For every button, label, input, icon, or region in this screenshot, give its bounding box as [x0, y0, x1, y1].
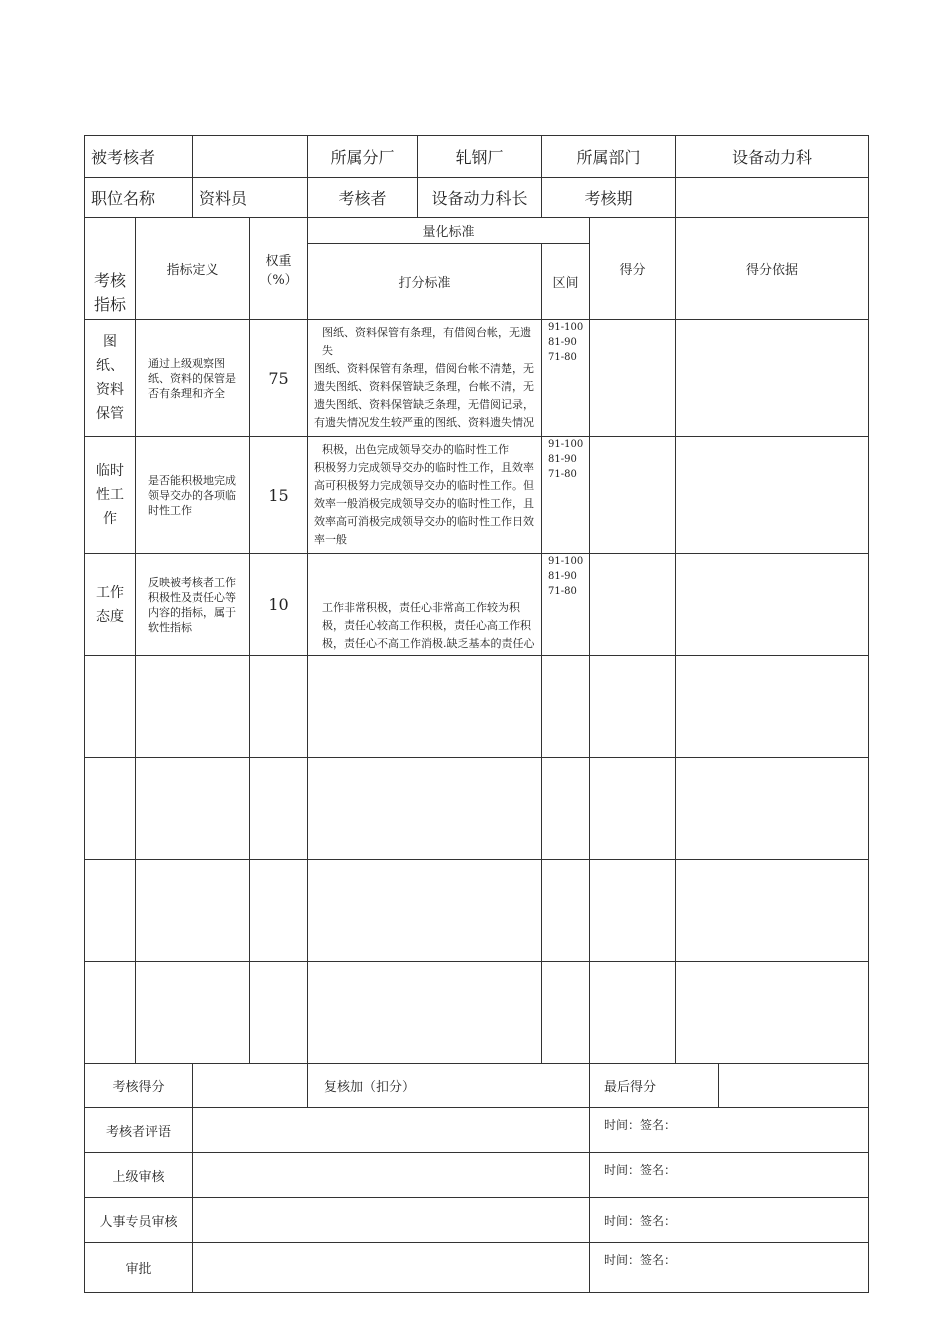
- label-final-score: 最后得分: [590, 1064, 719, 1108]
- value-appraiser-comment[interactable]: [193, 1108, 590, 1153]
- empty-cell[interactable]: [676, 962, 869, 1064]
- label-approval: 审批: [85, 1243, 193, 1293]
- empty-cell[interactable]: [136, 962, 250, 1064]
- appraisal-form: [84, 135, 868, 1293]
- col-scoring-standard: 打分标准: [308, 244, 542, 320]
- label-position: 职位名称: [85, 178, 193, 218]
- hr-review-row: [85, 1198, 869, 1243]
- label-appraisal-score: 考核得分: [85, 1064, 193, 1108]
- col-quant-standard: 量化标准: [308, 218, 590, 244]
- empty-cell[interactable]: [590, 758, 676, 860]
- empty-cell[interactable]: [542, 758, 590, 860]
- signature-line: 时间：签名：: [590, 1108, 869, 1153]
- label-appraisee: 被考核者: [85, 136, 193, 178]
- col-weight: 权重 （%）: [250, 218, 308, 320]
- superior-review-row: [85, 1153, 869, 1198]
- indicator-name: 临时 性工 作: [85, 437, 136, 554]
- empty-cell[interactable]: [85, 860, 136, 962]
- label-appraiser: 考核者: [308, 178, 418, 218]
- header-row-2: [85, 178, 869, 218]
- empty-cell[interactable]: [590, 656, 676, 758]
- approval-row: [85, 1243, 869, 1293]
- value-position[interactable]: 资料员: [193, 178, 308, 218]
- indicator-definition: 通过上级观察图纸、资料的保管是否有条理和齐全: [136, 320, 250, 437]
- value-appraisal-score[interactable]: [193, 1064, 308, 1108]
- label-hr-review: 人事专员审核: [85, 1198, 193, 1243]
- empty-cell[interactable]: [308, 860, 542, 962]
- empty-row: [85, 758, 869, 860]
- empty-cell[interactable]: [308, 962, 542, 1064]
- empty-cell[interactable]: [542, 962, 590, 1064]
- col-definition: 指标定义: [136, 218, 250, 320]
- empty-cell[interactable]: [85, 962, 136, 1064]
- score-cell[interactable]: [590, 554, 676, 656]
- empty-cell[interactable]: [676, 656, 869, 758]
- empty-cell[interactable]: [250, 860, 308, 962]
- indicator-weight: 75: [250, 320, 308, 437]
- indicator-row: [85, 554, 869, 656]
- value-department[interactable]: 设备动力科: [676, 136, 869, 178]
- empty-cell[interactable]: [676, 860, 869, 962]
- form-table: [84, 135, 869, 1293]
- value-appraiser[interactable]: 设备动力科长: [418, 178, 542, 218]
- empty-cell[interactable]: [250, 758, 308, 860]
- empty-cell[interactable]: [542, 656, 590, 758]
- empty-cell[interactable]: [676, 758, 869, 860]
- indicator-name: 工作 态度: [85, 554, 136, 656]
- column-header-row-1: [85, 218, 869, 244]
- basis-cell[interactable]: [676, 437, 869, 554]
- scoring-criteria: 图纸、资料保管有条理，有借阅台帐，无遗失 图纸、资料保管有条理，借阅台帐不清楚，无遗失图纸、资料保管缺乏条理，台帐不清，无遗失图纸、资料保管缺乏条理，无借阅记录，有遗失情况发生较严重的图纸、资料遗失情况: [308, 320, 542, 437]
- score-cell[interactable]: [590, 437, 676, 554]
- empty-cell[interactable]: [250, 656, 308, 758]
- empty-cell[interactable]: [542, 860, 590, 962]
- value-branch-factory[interactable]: 轧钢厂: [418, 136, 542, 178]
- empty-cell[interactable]: [590, 860, 676, 962]
- signature-line: 时间：签名：: [590, 1243, 869, 1293]
- basis-cell[interactable]: [676, 320, 869, 437]
- value-period[interactable]: [676, 178, 869, 218]
- label-branch-factory: 所属分厂: [308, 136, 418, 178]
- comment-row: [85, 1108, 869, 1153]
- empty-row: [85, 656, 869, 758]
- signature-line: 时间：签名：: [590, 1153, 869, 1198]
- indicator-weight: 10: [250, 554, 308, 656]
- label-review-adjust: 复核加（扣分）: [308, 1064, 590, 1108]
- empty-cell[interactable]: [136, 860, 250, 962]
- scoring-criteria: 积极，出色完成领导交办的临时性工作 积极努力完成领导交办的临时性工作，且效率高可积极努力完成领导交办的临时性工作。但效率一般消极完成领导交办的临时性工作，且效率高可消极完成领导交办的临时性工作日效率一般: [308, 437, 542, 554]
- empty-row: [85, 962, 869, 1064]
- value-appraisee[interactable]: [193, 136, 308, 178]
- scoring-criteria: 工作非常积极，责任心非常高工作较为积极，责任心较高工作积极，责任心高工作积极，责任心不高工作消极.缺乏基本的责任心: [308, 554, 542, 656]
- label-appraiser-comment: 考核者评语: [85, 1108, 193, 1153]
- empty-cell[interactable]: [85, 656, 136, 758]
- label-superior-review: 上级审核: [85, 1153, 193, 1198]
- col-range: 区间: [542, 244, 590, 320]
- indicator-row: [85, 437, 869, 554]
- basis-cell[interactable]: [676, 554, 869, 656]
- value-superior-review[interactable]: [193, 1153, 590, 1198]
- indicator-weight: 15: [250, 437, 308, 554]
- empty-cell[interactable]: [136, 656, 250, 758]
- empty-cell[interactable]: [308, 758, 542, 860]
- empty-row: [85, 860, 869, 962]
- score-cell[interactable]: [590, 320, 676, 437]
- score-ranges: 91-100 81-90 71-80: [542, 320, 590, 437]
- value-final-score[interactable]: [719, 1064, 869, 1108]
- label-period: 考核期: [542, 178, 676, 218]
- header-row-1: [85, 136, 869, 178]
- signature-line: 时间：签名：: [590, 1198, 869, 1243]
- indicator-name: 图 纸、 资料 保管: [85, 320, 136, 437]
- score-ranges: 91-100 81-90 71-80: [542, 437, 590, 554]
- value-approval[interactable]: [193, 1243, 590, 1293]
- col-basis: 得分依据: [676, 218, 869, 320]
- value-hr-review[interactable]: [193, 1198, 590, 1243]
- col-score: 得分: [590, 218, 676, 320]
- empty-cell[interactable]: [308, 656, 542, 758]
- empty-cell[interactable]: [136, 758, 250, 860]
- empty-cell[interactable]: [250, 962, 308, 1064]
- indicator-row: [85, 320, 869, 437]
- score-summary-row: [85, 1064, 869, 1108]
- col-indicator: 考核 指标: [85, 218, 136, 320]
- empty-cell[interactable]: [85, 758, 136, 860]
- empty-cell[interactable]: [590, 962, 676, 1064]
- indicator-definition: 是否能积极地完成领导交办的各项临时性工作: [136, 437, 250, 554]
- score-ranges: 91-100 81-90 71-80: [542, 554, 590, 656]
- indicator-definition: 反映被考核者工作积极性及责任心等内容的指标，属于软性指标: [136, 554, 250, 656]
- label-department: 所属部门: [542, 136, 676, 178]
